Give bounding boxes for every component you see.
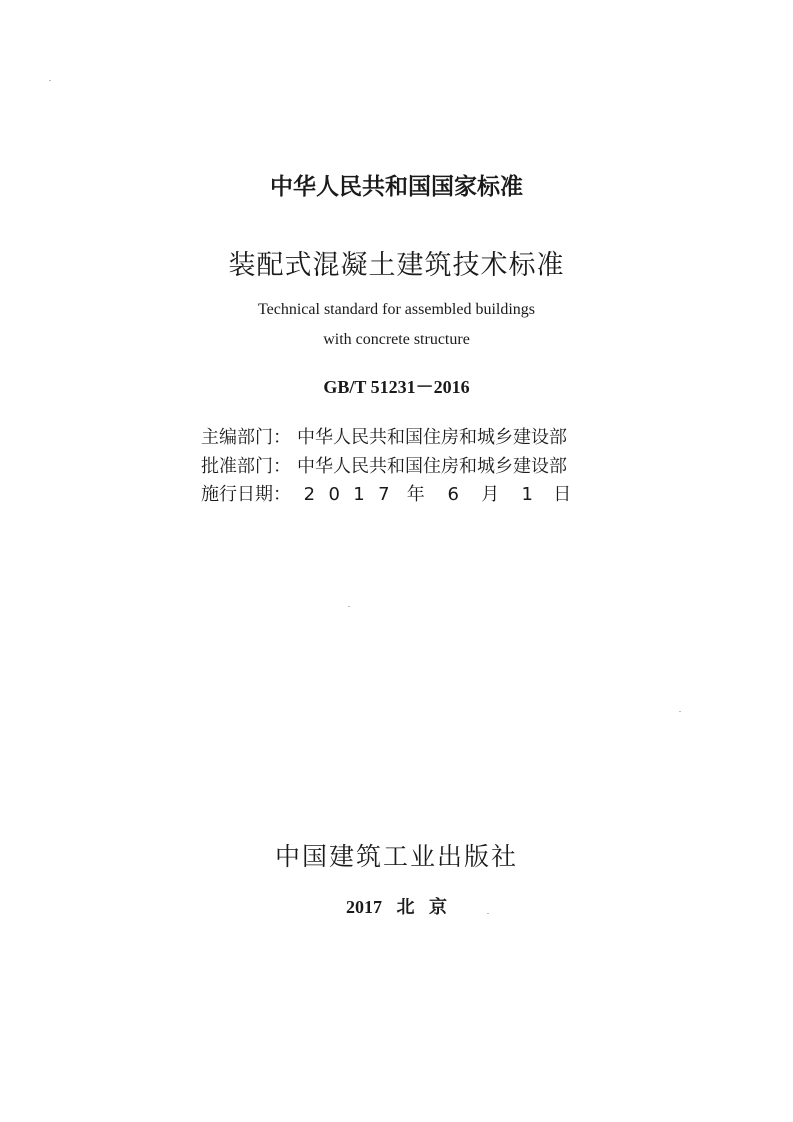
effective-date-char: 1: [353, 484, 365, 505]
approver-value: 中华人民共和国住房和城乡建设部: [297, 455, 567, 477]
editor-row: [201, 424, 585, 453]
editor-label: 主编部门：: [201, 427, 291, 448]
standard-body-heading: 中华人民共和国国家标准: [270, 174, 523, 200]
effective-date-char: 0: [328, 484, 340, 505]
scan-speck: [49, 80, 51, 81]
effective-date-label: 施行日期：: [201, 484, 291, 505]
effective-date-value: [297, 481, 585, 510]
standard-title-chinese: 装配式混凝土建筑技术标准: [228, 250, 565, 281]
effective-date-char: 1: [521, 484, 533, 505]
scan-speck: [348, 606, 350, 607]
editor-value: 中华人民共和国住房和城乡建设部: [297, 427, 567, 448]
approver-row: [201, 453, 585, 482]
standard-code: GB/T 51231－2016: [323, 377, 470, 397]
effective-date-char: 年: [406, 484, 425, 505]
standard-title-english-line2: with concrete structure: [323, 331, 470, 348]
effective-date-char: 7: [378, 484, 390, 505]
standard-metadata: [201, 424, 585, 510]
scan-speck: [679, 711, 681, 712]
standard-title-english-line1: Technical standard for assembled buildings: [257, 301, 536, 318]
effective-date-char: 日: [553, 484, 572, 505]
approver-label: 批准部门：: [201, 455, 291, 477]
effective-date-char: 6: [447, 484, 459, 505]
publisher-name: 中国建筑工业出版社: [274, 842, 518, 871]
publication-year-place: 2017 北 京: [346, 897, 447, 917]
effective-date-row: [201, 481, 585, 510]
effective-date-char: 月: [481, 484, 500, 505]
effective-date-char: 2: [303, 484, 316, 505]
